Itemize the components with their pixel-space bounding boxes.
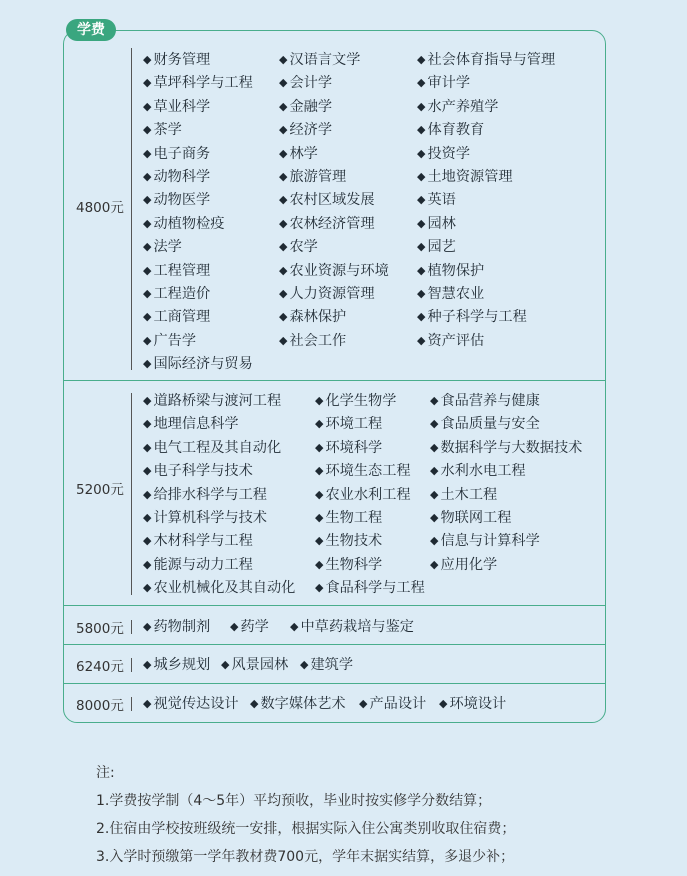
major-item: ◆ 财务管理 xyxy=(143,49,210,69)
major-item: ◆ 工程管理 xyxy=(143,260,210,280)
major-item: ◆ 产品设计 xyxy=(359,693,426,713)
major-item: ◆ 国际经济与贸易 xyxy=(143,353,253,373)
major-item: ◆ 能源与动力工程 xyxy=(143,554,253,574)
major-item: ◆ 会计学 xyxy=(279,72,332,92)
major-item: ◆ 视觉传达设计 xyxy=(143,693,239,713)
major-item: ◆ 应用化学 xyxy=(430,554,497,574)
major-item: ◆ 智慧农业 xyxy=(417,283,484,303)
major-item: ◆ 生物技术 xyxy=(315,530,382,550)
major-item: ◆ 社会工作 xyxy=(279,330,346,350)
note-line: 3.入学时预缴第一学年教材费700元，学年末据实结算，多退少补； xyxy=(96,849,515,865)
major-item: ◆ 工程造价 xyxy=(143,283,210,303)
major-item: ◆ 食品质量与安全 xyxy=(430,413,540,433)
major-item: ◆ 英语 xyxy=(417,189,456,209)
major-item: ◆ 水利水电工程 xyxy=(430,460,526,480)
major-item: ◆ 经济学 xyxy=(279,119,332,139)
major-item: ◆ 电子商务 xyxy=(143,143,210,163)
major-item: ◆ 土木工程 xyxy=(430,484,497,504)
major-item: ◆ 农村区域发展 xyxy=(279,189,375,209)
major-item: ◆ 中草药栽培与鉴定 xyxy=(290,616,414,636)
major-item: ◆ 食品营养与健康 xyxy=(430,390,540,410)
major-item: ◆ 法学 xyxy=(143,236,182,256)
major-item: ◆ 药学 xyxy=(230,616,269,636)
major-item: ◆ 物联网工程 xyxy=(430,507,511,527)
tuition-tag: 学费 xyxy=(66,19,116,41)
price-label: 5200元 xyxy=(76,482,124,498)
major-item: ◆ 动植物检疫 xyxy=(143,213,224,233)
major-item: ◆ 木材科学与工程 xyxy=(143,530,253,550)
major-item: ◆ 社会体育指导与管理 xyxy=(417,49,555,69)
major-item: ◆ 审计学 xyxy=(417,72,470,92)
price-label: 4800元 xyxy=(76,200,124,216)
major-item: ◆ 农林经济管理 xyxy=(279,213,375,233)
major-item: ◆ 药物制剂 xyxy=(143,616,210,636)
major-item: ◆ 土地资源管理 xyxy=(417,166,513,186)
major-item: ◆ 草业科学 xyxy=(143,96,210,116)
major-item: ◆ 林学 xyxy=(279,143,318,163)
major-item: ◆ 生物科学 xyxy=(315,554,382,574)
major-item: ◆ 数据科学与大数据技术 xyxy=(430,437,582,457)
major-item: ◆ 人力资源管理 xyxy=(279,283,375,303)
major-item: ◆ 计算机科学与技术 xyxy=(143,507,267,527)
major-item: ◆ 给排水科学与工程 xyxy=(143,484,267,504)
major-item: ◆ 动物医学 xyxy=(143,189,210,209)
major-item: ◆ 地理信息科学 xyxy=(143,413,239,433)
major-item: ◆ 食品科学与工程 xyxy=(315,577,425,597)
major-item: ◆ 金融学 xyxy=(279,96,332,116)
notes-title: 注: xyxy=(96,765,115,781)
major-item: ◆ 森林保护 xyxy=(279,306,346,326)
major-item: ◆ 环境科学 xyxy=(315,437,382,457)
major-item: ◆ 植物保护 xyxy=(417,260,484,280)
major-item: ◆ 体育教育 xyxy=(417,119,484,139)
major-item: ◆ 园艺 xyxy=(417,236,456,256)
major-item: ◆ 旅游管理 xyxy=(279,166,346,186)
major-item: ◆ 水产养殖学 xyxy=(417,96,498,116)
vertical-separator xyxy=(131,620,132,634)
major-item: ◆ 建筑学 xyxy=(300,654,353,674)
major-item: ◆ 种子科学与工程 xyxy=(417,306,527,326)
major-item: ◆ 投资学 xyxy=(417,143,470,163)
major-item: ◆ 电气工程及其自动化 xyxy=(143,437,281,457)
divider xyxy=(64,605,605,606)
major-item: ◆ 道路桥梁与渡河工程 xyxy=(143,390,281,410)
note-line: 1.学费按学制（4～5年）平均预收，毕业时按实修学分数结算； xyxy=(96,793,492,809)
major-item: ◆ 风景园林 xyxy=(221,654,288,674)
major-item: ◆ 农业机械化及其自动化 xyxy=(143,577,295,597)
price-label: 6240元 xyxy=(76,659,124,675)
major-item: ◆ 农业资源与环境 xyxy=(279,260,389,280)
major-item: ◆ 电子科学与技术 xyxy=(143,460,253,480)
vertical-separator xyxy=(131,48,132,370)
major-item: ◆ 草坪科学与工程 xyxy=(143,72,253,92)
major-item: ◆ 环境设计 xyxy=(439,693,506,713)
vertical-separator xyxy=(131,697,132,711)
major-item: ◆ 生物工程 xyxy=(315,507,382,527)
major-item: ◆ 数字媒体艺术 xyxy=(250,693,346,713)
vertical-separator xyxy=(131,658,132,672)
major-item: ◆ 工商管理 xyxy=(143,306,210,326)
major-item: ◆ 环境工程 xyxy=(315,413,382,433)
major-item: ◆ 广告学 xyxy=(143,330,196,350)
major-item: ◆ 茶学 xyxy=(143,119,182,139)
vertical-separator xyxy=(131,393,132,595)
price-label: 5800元 xyxy=(76,621,124,637)
major-item: ◆ 汉语言文学 xyxy=(279,49,360,69)
major-item: ◆ 环境生态工程 xyxy=(315,460,411,480)
major-item: ◆ 城乡规划 xyxy=(143,654,210,674)
major-item: ◆ 动物科学 xyxy=(143,166,210,186)
note-line: 2.住宿由学校按班级统一安排，根据实际入住公寓类别收取住宿费； xyxy=(96,821,516,837)
divider xyxy=(64,644,605,645)
price-label: 8000元 xyxy=(76,698,124,714)
major-item: ◆ 农学 xyxy=(279,236,318,256)
major-item: ◆ 农业水利工程 xyxy=(315,484,411,504)
major-item: ◆ 资产评估 xyxy=(417,330,484,350)
major-item: ◆ 信息与计算科学 xyxy=(430,530,540,550)
divider xyxy=(64,380,605,381)
major-item: ◆ 园林 xyxy=(417,213,456,233)
major-item: ◆ 化学生物学 xyxy=(315,390,396,410)
divider xyxy=(64,683,605,684)
